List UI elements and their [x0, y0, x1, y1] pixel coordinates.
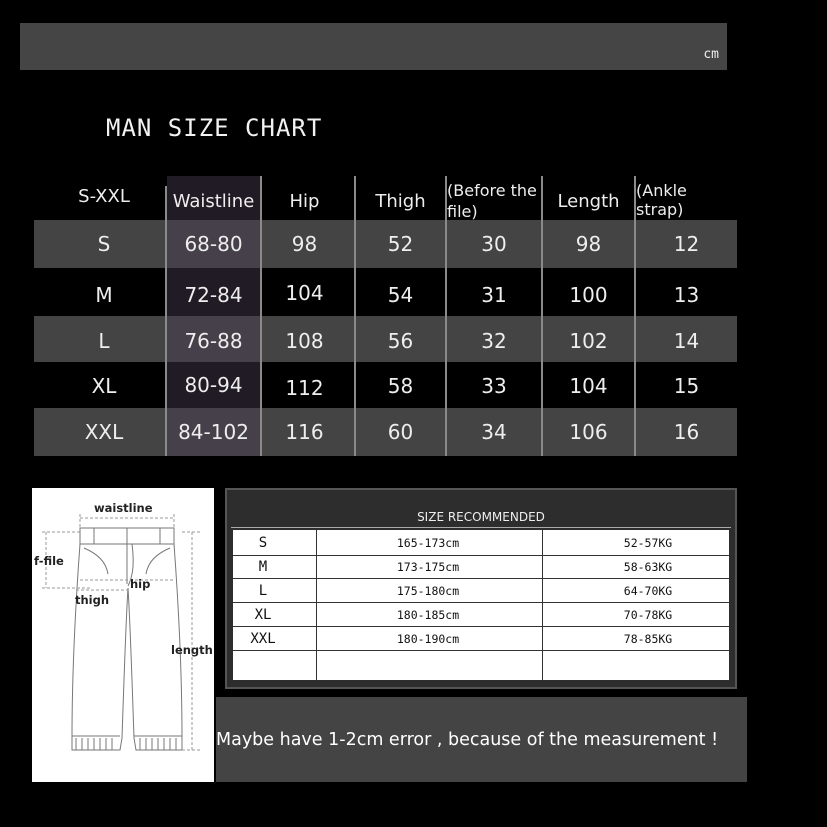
thigh-label: thigh — [75, 593, 110, 607]
table-row — [233, 531, 729, 555]
size-chart-table — [34, 176, 737, 456]
cell-waistline: 72-84 — [184, 283, 243, 307]
col-divider — [165, 186, 167, 456]
cell-size: L — [98, 329, 110, 353]
rec-height: 175-180cm — [396, 584, 460, 598]
rec-weight: 78-85KG — [623, 632, 673, 646]
unit-label: cm — [703, 47, 719, 62]
f-file-label: f-file — [34, 554, 64, 568]
measurement-diagram — [32, 488, 214, 782]
rec-size: M — [258, 559, 268, 575]
length-label: length — [171, 643, 213, 657]
rec-weight: 58-63KG — [623, 560, 673, 574]
rec-height: 180-185cm — [396, 608, 460, 622]
title-divider — [231, 527, 731, 528]
rec-size: S — [258, 535, 268, 551]
cell-thigh: 52 — [387, 232, 414, 256]
pants-illustration — [32, 488, 214, 782]
rec-height: 173-175cm — [396, 560, 460, 574]
table-row — [233, 555, 729, 579]
cell-waistline: 76-88 — [184, 329, 243, 353]
cell-ankle-strap: 12 — [673, 232, 700, 256]
rec-weight: 52-57KG — [623, 536, 673, 550]
rec-weight: 70-78KG — [623, 608, 673, 622]
measurement-note: Maybe have 1-2cm error , because of the measurement ! — [216, 730, 719, 750]
cell-thigh: 54 — [387, 283, 414, 307]
cell-length: 104 — [569, 374, 608, 398]
rec-size: L — [258, 583, 268, 599]
size-recommended-table — [233, 530, 729, 680]
cell-ankle-strap: 15 — [673, 374, 700, 398]
cell-length: 100 — [569, 283, 608, 307]
col-divider — [541, 176, 543, 456]
top-banner — [20, 23, 727, 70]
cell-waistline: 68-80 — [184, 232, 243, 256]
waistline-column-highlight — [167, 176, 260, 456]
cell-thigh: 56 — [387, 329, 414, 353]
header-before-file-2: file) — [447, 202, 478, 221]
cell-size: M — [95, 283, 113, 307]
hip-label: hip — [130, 577, 151, 591]
col-divider — [354, 176, 356, 456]
rec-size: XL — [254, 607, 272, 623]
cell-size: XL — [91, 374, 117, 398]
cell-hip: 108 — [285, 329, 324, 353]
chart-title: MAN SIZE CHART — [106, 114, 323, 142]
waistline-label: waistline — [94, 501, 153, 515]
header-thigh: Thigh — [375, 191, 426, 212]
rec-size: XXL — [250, 631, 276, 647]
cell-before-file: 31 — [481, 283, 507, 307]
cell-hip: 116 — [285, 420, 324, 444]
cell-size: S — [97, 232, 111, 256]
cell-hip: 98 — [291, 232, 318, 256]
header-before-file: (Before the — [447, 181, 537, 200]
table-row — [233, 603, 729, 627]
header-waistline: Waistline — [172, 191, 255, 212]
cell-before-file: 34 — [481, 420, 507, 444]
cell-thigh: 58 — [387, 374, 414, 398]
size-recommended-panel — [225, 488, 737, 689]
cell-hip: 112 — [285, 376, 324, 400]
cell-ankle-strap: 14 — [673, 329, 700, 353]
cell-ankle-strap: 16 — [673, 420, 700, 444]
rec-height: 165-173cm — [396, 536, 460, 550]
header-size: S-XXL — [78, 186, 130, 207]
cell-thigh: 60 — [387, 420, 414, 444]
cell-ankle-strap: 13 — [673, 283, 700, 307]
header-ankle-strap: (Ankle strap) — [636, 181, 687, 219]
cell-waistline: 84-102 — [178, 420, 249, 444]
rec-weight: 64-70KG — [623, 584, 673, 598]
header-hip: Hip — [289, 191, 320, 212]
cell-length: 98 — [575, 232, 602, 256]
rec-height: 180-190cm — [396, 632, 460, 646]
cell-before-file: 30 — [481, 232, 507, 256]
cell-waistline: 80-94 — [184, 373, 243, 397]
cell-size: XXL — [84, 420, 124, 444]
measurement-note-box — [216, 697, 747, 782]
header-length: Length — [557, 191, 620, 212]
size-recommended-title: SIZE RECOMMENDED — [417, 510, 545, 524]
cell-before-file: 33 — [481, 374, 507, 398]
cell-length: 106 — [569, 420, 608, 444]
cell-hip: 104 — [285, 281, 324, 305]
table-row — [233, 579, 729, 603]
cell-length: 102 — [569, 329, 608, 353]
cell-before-file: 32 — [481, 329, 507, 353]
table-row — [233, 627, 729, 651]
col-divider — [260, 176, 262, 456]
